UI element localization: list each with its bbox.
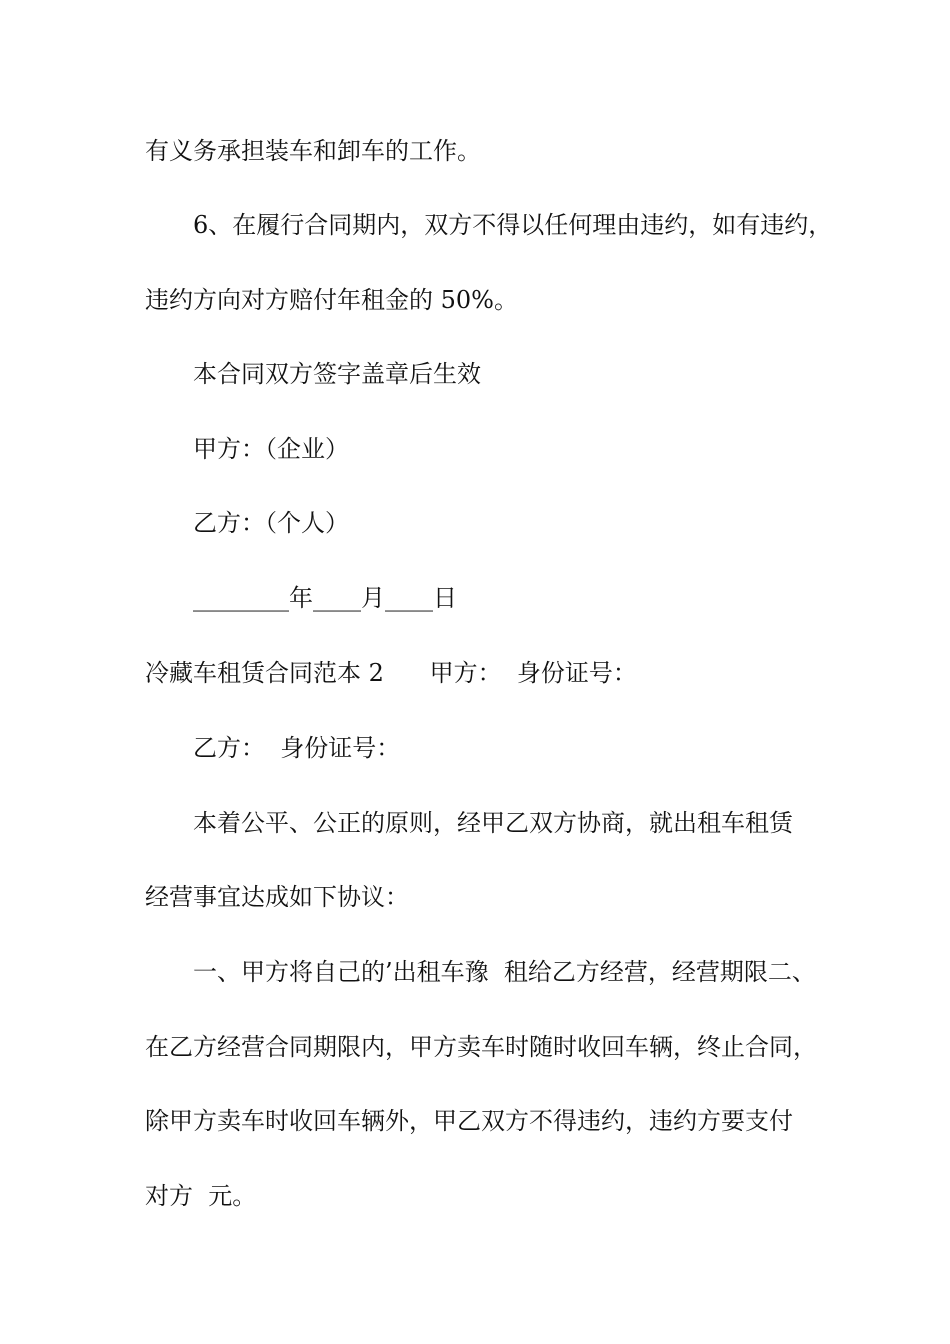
text-line: 除甲方卖车时收回车辆外，甲乙双方不得违约，违约方要支付 (145, 1107, 793, 1135)
text-line: 违约方向对方赔付年租金的 50%。 (145, 286, 518, 314)
text-line: 一、甲方将自己的’出租车豫 租给乙方经营，经营期限二、 (193, 958, 816, 986)
party-b-line: 乙方：（个人） (193, 509, 349, 537)
text-line: 乙方： 身份证号： (193, 734, 401, 762)
text-line: 有义务承担装车和卸车的工作。 (145, 137, 481, 165)
text-line: 对方 元。 (145, 1182, 257, 1210)
date-line: ________年____月____日 (193, 584, 457, 612)
text-line: 经营事宜达成如下协议： (145, 883, 409, 911)
text-line: 本着公平、公正的原则，经甲乙双方协商，就出租车租赁 (193, 809, 793, 837)
text-line: 在乙方经营合同期限内，甲方卖车时随时收回车辆，终止合同， (145, 1033, 817, 1061)
section-title-line: 冷藏车租赁合同范本 2 甲方： 身份证号： (145, 659, 637, 687)
text-line: 本合同双方签字盖章后生效 (193, 360, 481, 388)
text-line: 6、在履行合同期内，双方不得以任何理由违约，如有违约， (193, 211, 833, 239)
party-a-line: 甲方：（企业） (193, 435, 349, 463)
